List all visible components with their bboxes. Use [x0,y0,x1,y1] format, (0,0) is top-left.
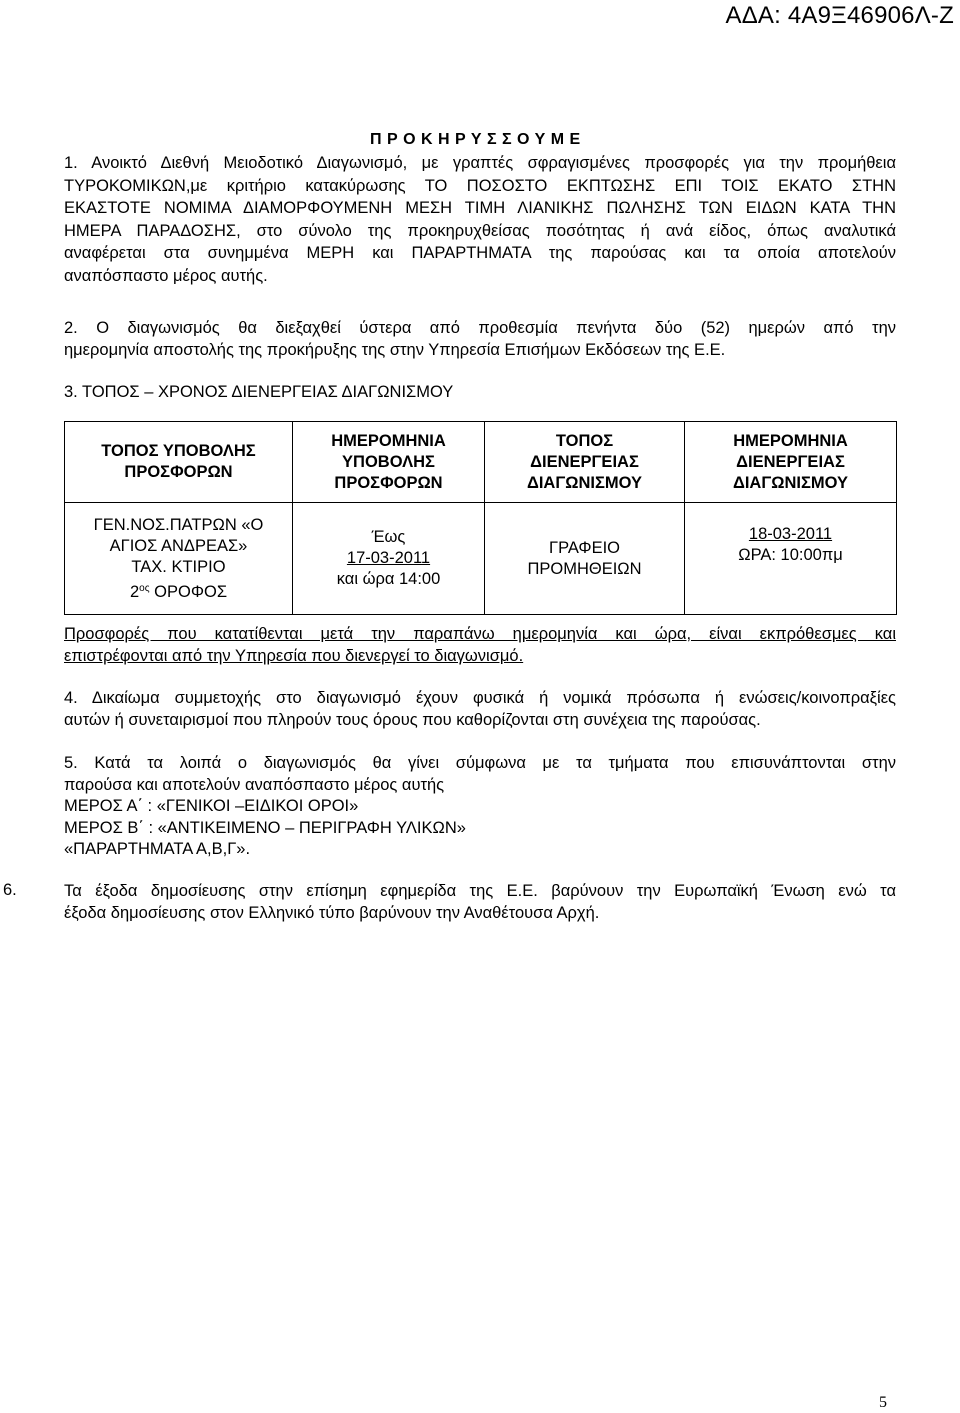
paragraph-2-line: ημερομηνία αποστολής της προκήρυξης της στην Υπηρεσία Επισήμων Εκδόσεων της Ε.Ε. [64,340,726,359]
page-number: 5 [879,1394,887,1411]
schedule-table [64,421,897,615]
paragraph-5 [64,753,896,861]
section-3-heading: 3. ΤΟΠΟΣ – ΧΡΟΝΟΣ ΔΙΕΝΕΡΓΕΙΑΣ ΔΙΑΓΩΝΙΣΜΟΥ [64,383,454,401]
paragraph-1-line: 1. Ανοικτό Διεθνή Μειοδοτικό Διαγωνισμό, με γραπτές σφραγισμένες προσφορές για την προμήθεια [64,154,896,172]
header-venue: ΤΟΠΟΣ ΔΙΕΝΕΡΓΕΙΑΣ ΔΙΑΓΩΝΙΣΜΟΥ [485,422,685,503]
cell-submission-place: ΓΕΝ.ΝΟΣ.ΠΑΤΡΩΝ «Ο ΑΓΙΟΣ ΑΝΔΡΕΑΣ» ΤΑΧ. ΚΤΙΡΙΟ $2^{o\varsigma}$ ΟΡΟΦΟΣ [65,503,293,615]
table-header-row [65,422,897,503]
header-submission-date: ΗΜΕΡΟΜΗΝΙΑ ΥΠΟΒΟΛΗΣ ΠΡΟΣΦΟΡΩΝ [293,422,485,503]
header-submission-place: ΤΟΠΟΣ ΥΠΟΒΟΛΗΣ ΠΡΟΣΦΟΡΩΝ [65,422,293,503]
paragraph-4-line: αυτών ή συνεταιρισμοί που πληρούν τους όρους που καθορίζονται στη συνέχεια της παρούσας. [64,710,761,729]
paragraph-1-line: αναπόσπαστο μέρος αυτής. [64,266,268,285]
paragraph-1-line: ΕΚΑΣΤΟΤΕ ΝΟΜΙΜΑ ΔΙΑΜΟΡΦΟΥΜΕΝΗ ΜΕΣΗ ΤΙΜΗ ΛΙΑΝΙΚΗΣ ΠΩΛΗΣΗΣ ΤΩΝ ΕΙΔΩΝ ΚΑΤΑ ΤΗΝ [64,199,896,218]
paragraph-4 [64,688,896,731]
paragraph-2 [64,318,896,361]
late-offers-note: Προσφορές που κατατίθενται μετά την παραπάνω ημερομηνία και ώρα, είναι εκπρόθεσμες και επιστρέφονται από την Υπηρεσία που διενεργεί το διαγωνισμό. [64,625,896,665]
table-row [65,503,897,615]
header-tender-date: ΗΜΕΡΟΜΗΝΙΑ ΔΙΕΝΕΡΓΕΙΑΣ ΔΙΑΓΩΝΙΣΜΟΥ [685,422,897,503]
paragraph-6-line: Τα έξοδα δημοσίευσης στην επίσημη εφημερίδα της Ε.Ε. βαρύνουν την Ευρωπαϊκή Ένωση ενώ τα [64,882,896,900]
paragraph-5-line: ΜΕΡΟΣ Α΄ : «ΓΕΝΙΚΟΙ –ΕΙΔΙΚΟΙ ΟΡΟΙ» [64,797,359,815]
document-title: Π Ρ Ο Κ Η Ρ Υ Σ Σ Ο Υ Μ Ε [370,131,581,148]
cell-submission-date: Έως 17-03-2011 και ώρα 14:00 [293,503,485,615]
paragraph-4-line: 4. Δικαίωμα συμμετοχής στο διαγωνισμό έχουν φυσικά ή νομικά πρόσωπα ή ενώσεις/κοινοπραξίες [64,689,896,707]
paragraph-5-line: 5. Κατά τα λοιπά ο διαγωνισμός θα γίνει σύμφωνα με τα τμήματα που επισυνάπτονται στην [64,754,896,772]
paragraph-5-line: «ΠΑΡΑΡΤΗΜΑΤΑ Α,Β,Γ». [64,840,251,858]
cell-tender-date: 18-03-2011 ΩΡΑ: 10:00πμ [685,503,897,615]
paragraph-6 [64,881,896,924]
paragraph-1-line: ΤΥΡΟΚΟΜΙΚΩΝ,με κριτήριο κατακύρωσης ΤΟ ΠΟΣΟΣΤΟ ΕΚΠΤΩΣΗΣ ΕΠΙ ΤΟΙΣ ΕΚΑΤΟ ΣΤΗΝ [64,176,896,195]
paragraph-5-line: ΜΕΡΟΣ Β΄ : «ΑΝΤΙΚΕΙΜΕΝΟ – ΠΕΡΙΓΡΑΦΗ ΥΛΙΚΩΝ» [64,818,466,837]
paragraph-6-number: 6. [3,881,17,899]
paragraph-1-line: ΗΜΕΡΑ ΠΑΡΑΔΟΣΗΣ, στο σύνολο της προκηρυχθείσας ποσότητας ή ανά είδος, όπως αναλυτικά [64,221,896,240]
ada-code: ΑΔΑ: 4Α9Ξ46906Λ-Ζ [725,2,954,29]
paragraph-1 [64,152,896,288]
paragraph-2-line: 2. Ο διαγωνισμός θα διεξαχθεί ύστερα από προθεσμία πενήντα δύο (52) ημερών από την [64,319,896,337]
paragraph-6-line: έξοδα δημοσίευσης στον Ελληνικό τύπο βαρύνουν την Αναθέτουσα Αρχή. [64,903,600,922]
cell-venue: ΓΡΑΦΕΙΟ ΠΡΟΜΗΘΕΙΩΝ [485,503,685,615]
paragraph-1-line: αναφέρεται στα συνημμένα ΜΕΡΗ και ΠΑΡΑΡΤΗΜΑΤΑ της παρούσας και τα οποία αποτελούν [64,244,896,263]
paragraph-5-line: παρούσα και αποτελούν αναπόσπαστο μέρος αυτής [64,775,445,794]
